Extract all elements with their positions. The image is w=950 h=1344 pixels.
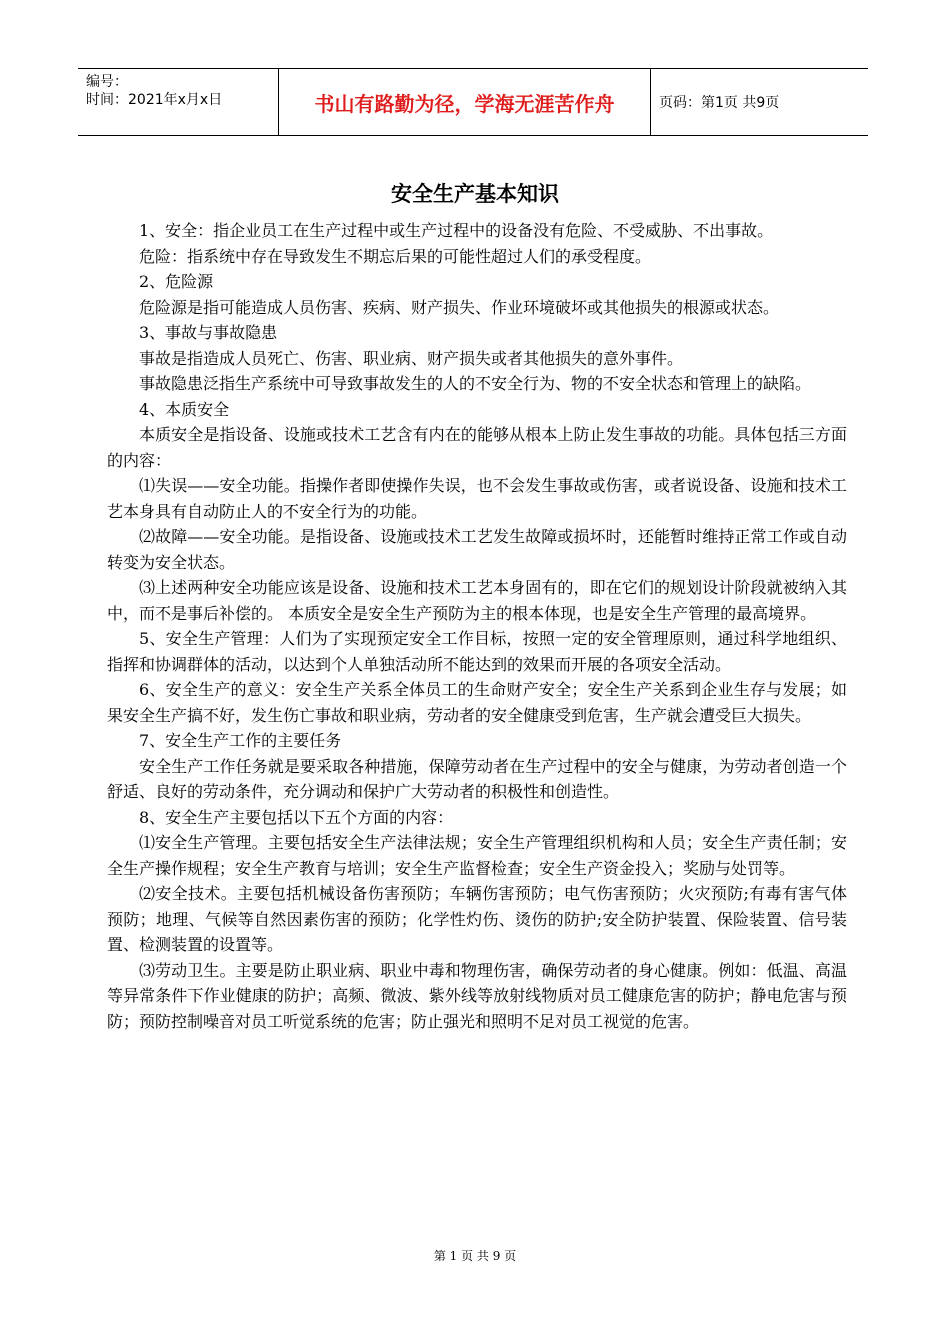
time-label: 时间：2021年x月x日 xyxy=(86,92,223,108)
paragraph: 事故隐患泛指生产系统中可导致事故发生的人的不安全行为、物的不安全状态和管理上的缺陷。 xyxy=(139,374,812,393)
paragraph: 3、事故与事故隐患 xyxy=(139,323,278,342)
header-motto: 书山有路勤为径，学海无涯苦作舟 xyxy=(279,69,651,135)
paragraph: 本质安全是指设备、设施或技术工艺含有内在的能够从根本上防止发生事故的功能。具体包括三方面的内容： xyxy=(107,425,847,470)
paragraph: 危险：指系统中存在导致发生不期忘后果的可能性超过人们的承受程度。 xyxy=(139,246,652,266)
paragraph: 7、安全生产工作的主要任务 xyxy=(139,731,342,750)
paragraph: 8、安全生产主要包括以下五个方面的内容： xyxy=(139,807,454,827)
paragraph: ⑵故障——安全功能。是指设备、设施或技术工艺发生故障或损坏时，还能暂时维持正常工作或自动转变为安全状态。 xyxy=(107,527,847,572)
paragraph: 危险源是指可能造成人员伤害、疾病、财产损失、作业环境破坏或其他损失的根源或状态。 xyxy=(139,297,780,317)
paragraph: ⑶上述两种安全功能应该是设备、设施和技术工艺本身固有的，即在它们的规划设计阶段就被纳入其中，而不是事后补偿的。 本质安全是安全生产预防为主的根本体现，也是安全生产管理的最高境界。 xyxy=(107,578,847,623)
paragraph: 4、本质安全 xyxy=(139,399,230,419)
paragraph: ⑶劳动卫生。主要是防止职业病、职业中毒和物理伤害，确保劳动者的身心健康。例如：低温、高温等异常条件下作业健康的防护；高频、微波、紫外线等放射线物质对员工健康危害的防护；静电危害与预防；预防控制噪音对员工听觉系统的危害；防止强光和照明不足对员工视觉的危害。 xyxy=(107,960,847,1031)
document-body xyxy=(107,218,847,1034)
paragraph: 2、危险源 xyxy=(139,272,214,291)
number-label: 编号： xyxy=(86,74,128,90)
paragraph: 1、安全：指企业员工在生产过程中或生产过程中的设备没有危险、不受威胁、不出事故。 xyxy=(139,221,774,240)
page-footer: 第 1 页 共 9 页 xyxy=(433,1249,517,1263)
document-title: 安全生产基本知识 xyxy=(391,182,559,206)
document-header xyxy=(78,68,868,136)
paragraph: ⑵安全技术。主要包括机械设备伤害预防；车辆伤害预防；电气伤害预防；火灾预防;有毒有害气体预防；地理、气候等自然因素伤害的预防；化学性灼伤、烫伤的防护;安全防护装置、保险装置、信号装置、检测装置的设置等。 xyxy=(107,884,847,954)
paragraph: 6、安全生产的意义：安全生产关系全体员工的生命财产安全；安全生产关系到企业生存与发展；如果安全生产搞不好，发生伤亡事故和职业病，劳动者的安全健康受到危害，生产就会遭受巨大损失。 xyxy=(107,680,847,725)
paragraph: ⑴安全生产管理。主要包括安全生产法律法规；安全生产管理组织机构和人员；安全生产责任制；安全生产操作规程；安全生产教育与培训；安全生产监督检查；安全生产资金投入；奖励与处罚等。 xyxy=(107,833,847,878)
paragraph: 5、安全生产管理：人们为了实现预定安全工作目标，按照一定的安全管理原则，通过科学地组织、指挥和协调群体的活动，以达到个人单独活动所不能达到的效果而开展的各项安全活动。 xyxy=(107,629,847,674)
header-page-label: 页码：第1页 共9页 xyxy=(659,95,780,111)
paragraph: 事故是指造成人员死亡、伤害、职业病、财产损失或者其他损失的意外事件。 xyxy=(139,348,684,368)
header-meta xyxy=(78,69,279,135)
paragraph: ⑴失误——安全功能。指操作者即使操作失误，也不会发生事故或伤害，或者说设备、设施和技术工艺本身具有自动防止人的不安全行为的功能。 xyxy=(107,476,847,521)
paragraph: 安全生产工作任务就是要采取各种措施，保障劳动者在生产过程中的安全与健康，为劳动者创造一个舒适、良好的劳动条件，充分调动和保护广大劳动者的积极性和创造性。 xyxy=(107,756,847,801)
